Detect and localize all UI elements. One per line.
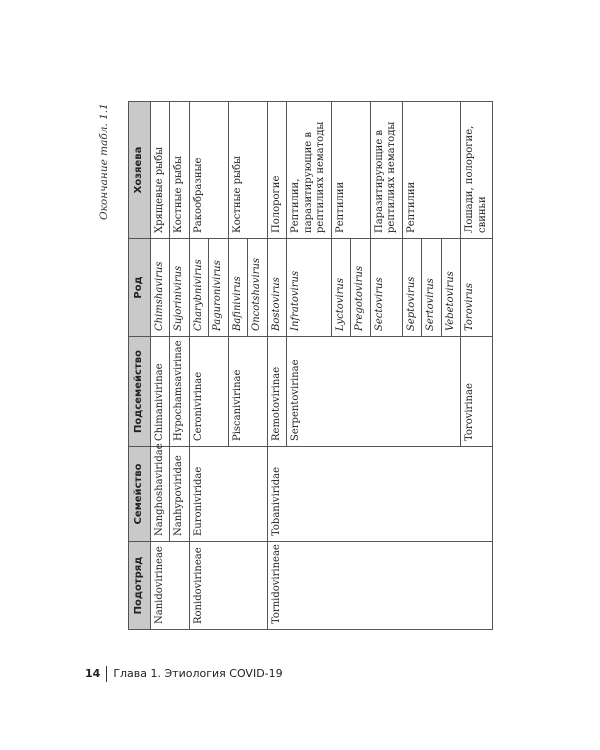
cell-genus: Bostovirus bbox=[267, 239, 287, 337]
cell-family: Nanhypoviridae bbox=[170, 447, 190, 542]
cell-host: Полорогие bbox=[267, 102, 287, 239]
cell-genus: Torovirus bbox=[461, 239, 493, 337]
table-row bbox=[189, 102, 209, 630]
cell-genus: Sertovirus bbox=[422, 239, 442, 337]
cell-genus: Sujorinivirus bbox=[170, 239, 190, 337]
cell-host: Рептилии bbox=[402, 102, 461, 239]
cell-genus: Charybnivirus bbox=[189, 239, 209, 337]
cell-host: Хрящевые рыбы bbox=[150, 102, 170, 239]
table-row bbox=[150, 102, 170, 630]
page-number: 14 bbox=[85, 667, 101, 680]
cell-family: Euroniviridae bbox=[189, 447, 267, 542]
cell-suborder: Tornidovirineae bbox=[267, 542, 493, 630]
table-row bbox=[267, 102, 287, 630]
cell-family: Nanghoshaviridae bbox=[150, 447, 170, 542]
table-caption: Окончание табл. 1.1 bbox=[98, 103, 110, 220]
header-family: Семейство bbox=[129, 447, 151, 542]
cell-genus: Pregotovirus bbox=[351, 239, 371, 337]
cell-host: Ракообразные bbox=[189, 102, 228, 239]
cell-subfamily: Piscanivirinae bbox=[228, 337, 267, 447]
cell-host: Паразитирующие в рептилиях нематоды bbox=[370, 102, 402, 239]
header-genus: Род bbox=[129, 239, 151, 337]
cell-subfamily: Chimanivirinae bbox=[150, 337, 170, 447]
cell-genus: Sectovirus bbox=[370, 239, 402, 337]
rotated-table-page bbox=[80, 50, 540, 650]
cell-suborder: Nanidovirineae bbox=[150, 542, 189, 630]
virus-taxonomy-table bbox=[128, 101, 493, 630]
cell-subfamily: Torovirinae bbox=[461, 337, 493, 447]
cell-host: Лошади, полорогие, свиньи bbox=[461, 102, 493, 239]
cell-host: Костные рыбы bbox=[170, 102, 190, 239]
cell-subfamily: Ceronivirinae bbox=[189, 337, 228, 447]
cell-host: Рептилии, паразитирующие в рептилиях нематоды bbox=[287, 102, 332, 239]
cell-suborder: Ronidovirineae bbox=[189, 542, 267, 630]
cell-host: Костные рыбы bbox=[228, 102, 267, 239]
header-hosts: Хозяева bbox=[129, 102, 151, 239]
cell-family: Tobaniviridae bbox=[267, 447, 493, 542]
cell-genus: Oncotshavirus bbox=[248, 239, 268, 337]
table-header-row bbox=[129, 102, 151, 630]
cell-host: Рептилии bbox=[331, 102, 370, 239]
cell-genus: Septovirus bbox=[402, 239, 422, 337]
cell-genus: Chimshavirus bbox=[150, 239, 170, 337]
cell-genus: Paguronivirus bbox=[209, 239, 229, 337]
cell-genus: Vebetovirus bbox=[441, 239, 461, 337]
header-suborder: Подотряд bbox=[129, 542, 151, 630]
cell-genus: Infratovirus bbox=[287, 239, 332, 337]
page-footer bbox=[85, 666, 283, 682]
cell-genus: Bafinivirus bbox=[228, 239, 248, 337]
footer-divider bbox=[106, 666, 107, 682]
chapter-title: Глава 1. Этиология COVID-19 bbox=[113, 667, 283, 680]
header-subfamily: Подсемейство bbox=[129, 337, 151, 447]
cell-genus: Lyctovirus bbox=[331, 239, 351, 337]
cell-subfamily: Remotovirinae bbox=[267, 337, 287, 447]
cell-subfamily: Hypochamsavirinae bbox=[170, 337, 190, 447]
cell-subfamily: Serpentovirinae bbox=[287, 337, 461, 447]
